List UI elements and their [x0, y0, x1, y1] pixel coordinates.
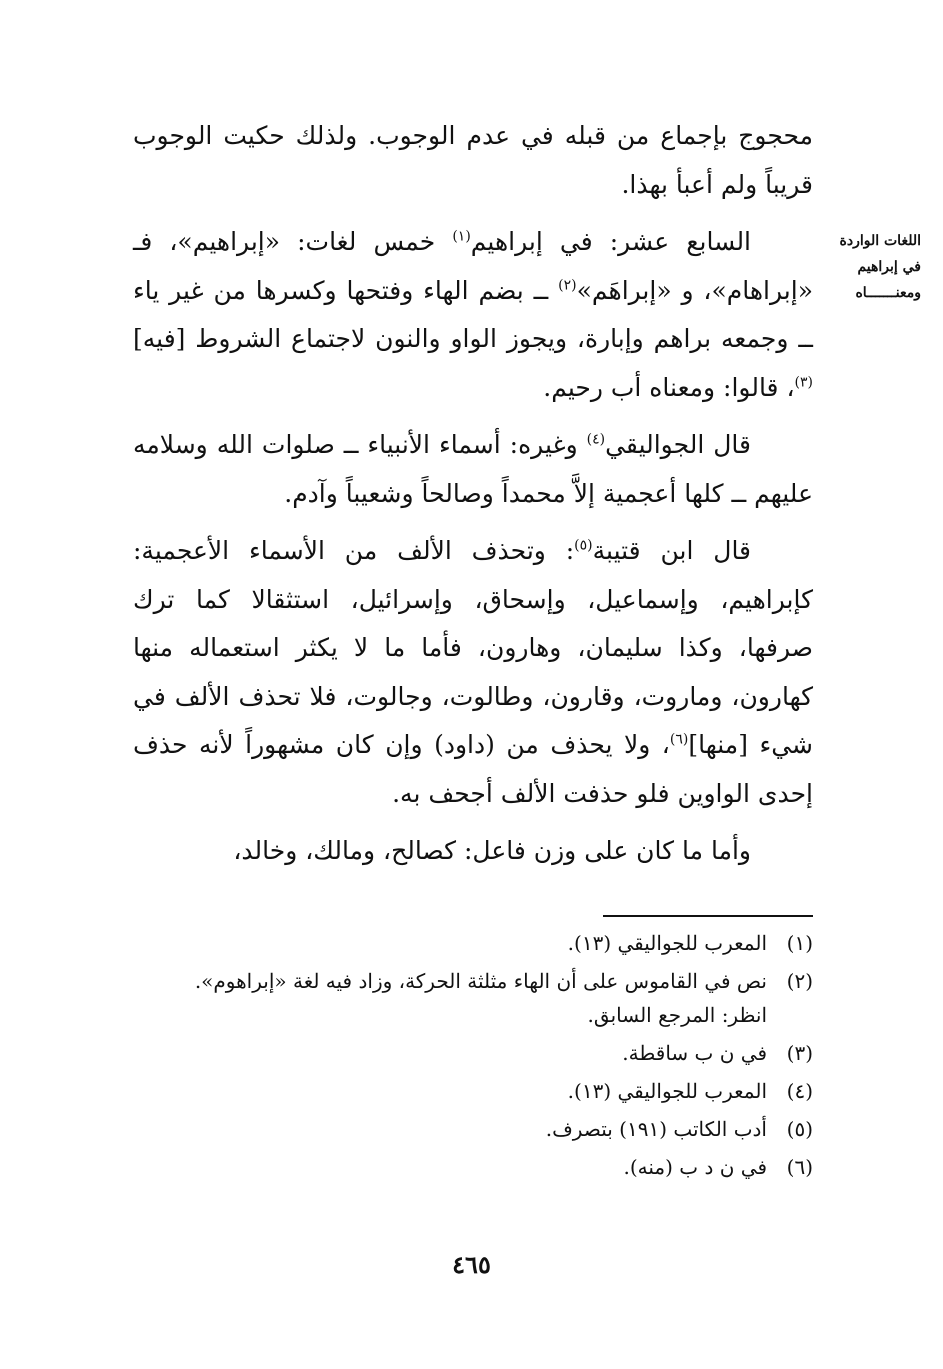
- margin-note-line-2: في إبراهيم: [857, 259, 921, 275]
- footnote-line: في ن ب ساقطة.: [622, 1041, 767, 1065]
- margin-note: [813, 228, 921, 306]
- footnote-ref-1: (١): [452, 228, 471, 245]
- paragraph-2: [133, 218, 813, 412]
- paragraph-2-text-a: خمس لغات: «إبراهيم»، فـ «إبراهام»، و «إبراهَم»: [133, 227, 813, 305]
- paragraph-2-text-b: ــ بضم الهاء وفتحها وكسرها من غير ياء ــ وجمعه براهم وإبارة، ويجوز الواو والنون لاجتماع الشروط [فيه]: [133, 275, 813, 353]
- footnote-text: [123, 1036, 767, 1070]
- paragraph-3-text: وغيره: أسماء الأنبياء ــ صلوات الله وسلامه عليهم ــ كلها أعجمية إلاَّ محمداً وصالحاً وشعيباً وآدم.: [133, 430, 813, 508]
- paragraph-5-text: وأما ما كان على وزن فاعل: كصالح، ومالك، وخالد،: [233, 836, 751, 865]
- footnote-number: (٥): [786, 1117, 813, 1141]
- margin-note-line-1: اللغات الواردة: [839, 233, 921, 249]
- footnote-line: في ن د ب (منه).: [623, 1155, 767, 1179]
- footnote-line: أدب الكاتب (١٩١) بتصرف.: [545, 1117, 767, 1141]
- footnote-ref-4: (٤): [586, 431, 606, 448]
- footnote-line: المعرب للجواليقي (١٣).: [567, 1079, 767, 1103]
- paragraph-4-text-a: : وتحذف الألف من الأسماء الأعجمية: كإبراهيم، وإسماعيل، وإسحاق، وإسرائيل، استثقالا كما ترك صرفها، وكذا سليمان، وهارون، فأما ما لا يكثر استعماله منها كهارون، وماروت، وقارون، وطالوت، وجالوت، فلا تحذف الألف في شيء [منها]: [133, 536, 813, 759]
- paragraph-4-lead: قال ابن قتيبة: [592, 536, 752, 565]
- footnote-2: [123, 964, 813, 1032]
- paragraph-2-lead: السابع عشر: في إبراهيم: [470, 227, 752, 256]
- paragraph-5: [133, 827, 813, 876]
- footnote-text: [123, 964, 767, 1032]
- paragraph-4: [133, 527, 813, 818]
- footnotes: [123, 926, 813, 1188]
- footnote-number: (٣): [786, 1041, 813, 1065]
- main-text: [133, 112, 813, 885]
- paragraph-3: [133, 421, 813, 518]
- paragraph-1: [133, 112, 813, 209]
- paragraph-2-text-c: ، قالوا: ومعناه أب رحيم.: [543, 372, 795, 402]
- footnote-text: [123, 1112, 767, 1146]
- footnote-line: نص في القاموس على أن الهاء مثلثة الحركة، وزاد فيه لغة «إبراهوم».: [194, 969, 767, 993]
- footnote-4: [123, 1074, 813, 1108]
- paragraph-1-text: محجوج بإجماع من قبله في عدم الوجوب. ولذلك حكيت الوجوب قريباً ولم أعبأ بهذا.: [133, 121, 813, 199]
- footnote-ref-2: (٢): [558, 277, 577, 294]
- footnote-divider: [603, 915, 813, 917]
- footnote-number: (٢): [786, 969, 813, 993]
- footnote-6: [123, 1150, 813, 1184]
- footnote-5: [123, 1112, 813, 1146]
- footnote-1: [123, 926, 813, 960]
- footnote-number: (٤): [786, 1079, 813, 1103]
- page-number: ٤٦٥: [452, 1250, 491, 1279]
- footnote-number: (١): [786, 931, 813, 955]
- footnote-ref-5: (٥): [574, 537, 593, 554]
- paragraph-3-lead: قال الجواليقي: [605, 430, 751, 459]
- footnote-text: [123, 926, 767, 960]
- footnote-line-2: انظر: المرجع السابق.: [587, 1003, 767, 1027]
- paragraph-4-text-b: ، ولا يحذف من (داود) وإن كان مشهوراً لأنه حذف إحدى الواوين فلو حذفت الألف أجحف به.: [133, 730, 813, 808]
- footnote-ref-3: (٣): [794, 374, 813, 391]
- footnote-line: المعرب للجواليقي (١٣).: [567, 931, 767, 955]
- footnote-number: (٦): [786, 1155, 813, 1179]
- footnote-ref-6: (٦): [669, 731, 689, 748]
- footnote-3: [123, 1036, 813, 1070]
- footnote-text: [123, 1150, 767, 1184]
- footnote-text: [123, 1074, 767, 1108]
- margin-note-line-3: ومعنـــــــاه: [855, 285, 921, 301]
